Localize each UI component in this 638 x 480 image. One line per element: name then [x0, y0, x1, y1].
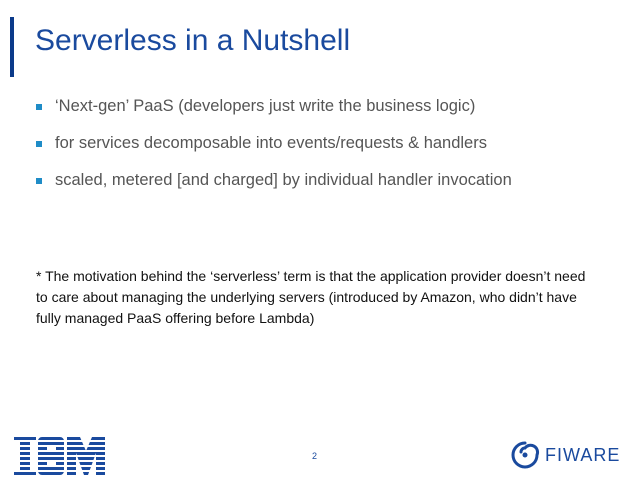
square-bullet-icon — [36, 104, 42, 110]
bullet-text: ‘Next-gen’ PaaS (developers just write the business logic) — [55, 97, 476, 115]
fiware-swirl-icon — [510, 440, 540, 470]
fiware-wordmark: FIWARE — [545, 444, 621, 465]
bullet-item — [36, 170, 512, 191]
slide-title: Serverless in a Nutshell — [35, 24, 351, 57]
bullet-item — [36, 133, 512, 154]
square-bullet-icon — [36, 141, 42, 147]
bullet-item — [36, 96, 512, 117]
footnote: * The motivation behind the ‘serverless’ term is that the application provider doesn’t need to care about managing the underlying servers (introduced by Amazon, who didn’t have fully managed PaaS offering before Lambda) — [36, 268, 586, 326]
bullet-text: for services decomposable into events/requests & handlers — [55, 134, 487, 152]
bullet-list — [36, 96, 512, 207]
title-accent-bar — [10, 17, 14, 77]
ibm-logo — [14, 437, 106, 480]
square-bullet-icon — [36, 178, 42, 184]
page-number: 2 — [312, 451, 318, 461]
bullet-text: scaled, metered [and charged] by individual handler invocation — [55, 171, 512, 189]
fiware-logo — [510, 440, 620, 470]
